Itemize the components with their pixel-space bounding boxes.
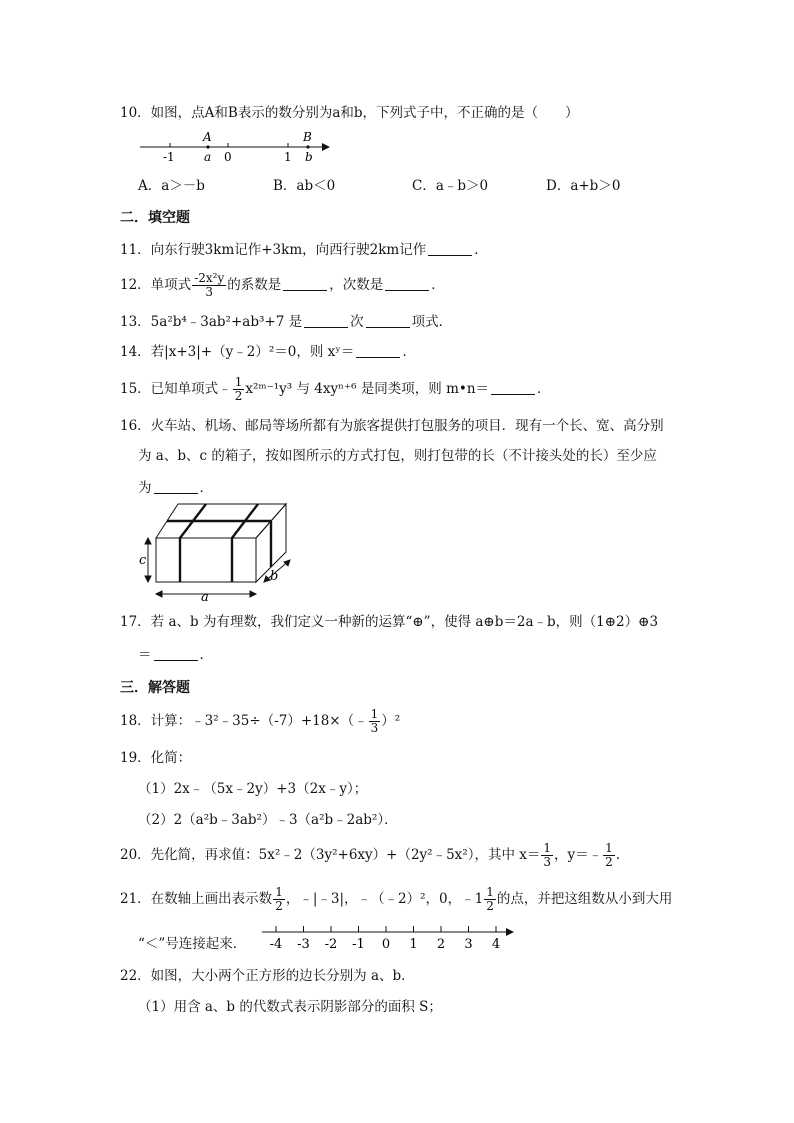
- choice-a: A．a＞－b: [138, 178, 205, 194]
- question-19-title: 19．化简：: [120, 750, 192, 766]
- q21-tick-label: 4: [491, 937, 501, 952]
- section-fill-blank-heading: 二．填空题: [120, 210, 190, 226]
- answer-blank: [154, 646, 198, 661]
- number-line-q21: [260, 922, 520, 952]
- question-15: 15．已知单项式﹣ $\frac{1}{2}$ x²ᵐ⁻¹y³ 与 4xyⁿ⁺⁶ 是同类项，则 m•n＝ ．: [120, 375, 551, 403]
- answer-blank: [304, 313, 348, 328]
- nl-tick-0: 0: [224, 150, 232, 164]
- question-22-line1: 22．如图，大小两个正方形的边长分别为 a、b．: [120, 968, 415, 984]
- question-14: 14．若|x+3|+（y﹣2）²＝0，则 xʸ＝ ．: [120, 344, 416, 360]
- label-b: b: [270, 569, 279, 584]
- answer-blank: [428, 241, 472, 256]
- section-solve-heading: 三．解答题: [120, 680, 190, 696]
- question-17-line2: ＝ ．: [138, 647, 213, 663]
- q21-tick-label: -2: [324, 937, 338, 952]
- question-20: 20．先化简，再求值：5x²﹣2（3y²+6xy）+（2y²﹣5x²），其中 x＝ $\frac{1}{3}$ ，y＝﹣ $\frac{1}{2}$ .: [120, 841, 621, 869]
- answer-blank: [154, 479, 198, 494]
- question-21-line1: 21．在数轴上画出表示数 $\frac{1}{2}$ ，﹣|﹣3|，﹣（﹣2）²，0，﹣1 $\frac{1}{2}$ 的点，并把这组数从小到大用: [120, 885, 673, 913]
- question-22-line2: （1）用含 a、b 的代数式表示阴影部分的面积 S；: [138, 999, 442, 1015]
- label-a: a: [201, 590, 209, 605]
- answer-blank: [283, 276, 327, 291]
- question-16-line3: 为 ．: [138, 480, 213, 496]
- nl-label-b: b: [305, 150, 313, 164]
- packing-box-figure: [140, 502, 300, 604]
- choice-c: C．a﹣b＞0: [412, 178, 489, 194]
- answer-blank: [356, 343, 400, 358]
- nl-tick-minus1: -1: [163, 150, 175, 164]
- q21-tick-label: 2: [436, 937, 446, 952]
- question-17-line1: 17．若 a、b 为有理数，我们定义一种新的运算“⊕”，使得 a⊕b＝2a﹣b，则（1⊕2）⊕3: [120, 614, 659, 630]
- q21-tick-label: -3: [297, 937, 310, 952]
- q21-tick-label: -4: [269, 937, 283, 952]
- nl-tick-1: 1: [284, 150, 292, 164]
- q21-tick-label: 1: [409, 937, 418, 952]
- answer-blank: [366, 313, 410, 328]
- question-21-line2: “＜”号连接起来．: [138, 936, 247, 952]
- question-13: 13．5a²b⁴﹣3ab²+ab³+7 是 次 项式．: [120, 314, 453, 330]
- q21-tick-label: 3: [464, 937, 473, 952]
- label-c: c: [139, 553, 147, 568]
- nl-label-a: a: [204, 150, 212, 164]
- question-16-line1: 16．火车站、机场、邮局等场所都有为旅客提供打包服务的项目．现有一个长、宽、高分别: [120, 418, 664, 434]
- q21-tick-label: -1: [352, 937, 365, 952]
- number-line-q10: [136, 130, 336, 166]
- answer-blank: [385, 276, 429, 291]
- q21-tick-label: 0: [381, 937, 391, 952]
- question-11: 11．向东行驶3km记作+3km，向西行驶2km记作 ．: [120, 242, 488, 258]
- question-16-line2: 为 a、b、c 的箱子，按如图所示的方式打包，则打包带的长（不计接头处的长）至少应: [138, 448, 657, 464]
- question-18: 18．计算：﹣3²﹣35÷（-7）+18×（﹣ $\frac{1}{3}$ ）²: [120, 707, 401, 735]
- choice-d: D．a+b＞0: [546, 178, 621, 194]
- question-12: 12．单项式 $\frac{\text{-2x²y}}{3}$ 的系数是 ，次数是 ．: [120, 271, 445, 299]
- choice-b: B．ab＜0: [273, 178, 336, 194]
- nl-label-B: B: [303, 130, 312, 144]
- question-19-part2: （2）2（a²b﹣3ab²）﹣3（a²b﹣2ab²）．: [138, 812, 398, 828]
- question-19-part1: （1）2x﹣（5x﹣2y）+3（2x﹣y）；: [138, 781, 368, 797]
- nl-label-A: A: [203, 130, 212, 144]
- answer-blank: [491, 380, 535, 395]
- question-10-text: 10．如图，点A和B表示的数分别为a和b，下列式子中，不正确的是（ ）: [120, 105, 579, 121]
